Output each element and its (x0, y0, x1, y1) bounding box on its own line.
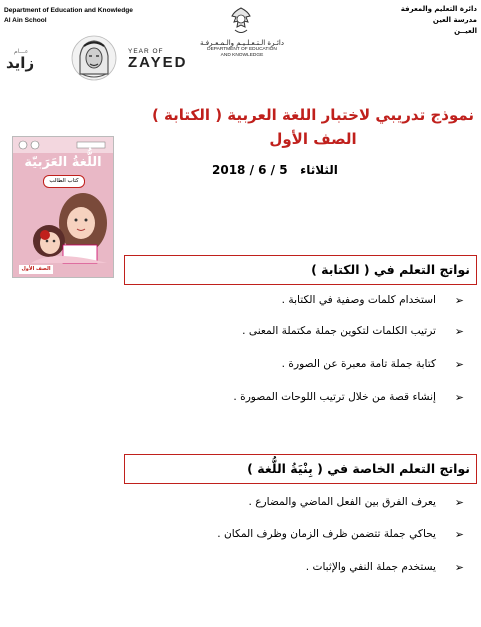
zayed-text: ZAYED (128, 54, 188, 71)
section1-list-item-1 (140, 294, 464, 314)
year-of-text: YEAR OF (128, 48, 164, 55)
header-left-line1: Department of Education and Knowledge (4, 7, 133, 14)
section2-list-item-3 (140, 561, 464, 581)
section2-item-text: يحاكي جملة تتضمن ظرف الزمان وظرف المكان . (217, 528, 436, 540)
page-subtitle: الصف الأول (269, 130, 357, 148)
section1-list-item-4 (140, 391, 464, 411)
section2-item-text: يعرف الفرق بين الفعل الماضي والمضارع . (248, 496, 436, 508)
page-title: نموذج تدريبي لاختبار اللغة العربية ( الكتابة ) (151, 106, 475, 124)
section1-header-box (124, 255, 477, 285)
year-of-zayed-logo (128, 48, 187, 71)
checkmark-arrow-icon: ➢ (454, 528, 464, 541)
book-cover-logos-icon (17, 140, 109, 150)
dek-logo-text (200, 39, 284, 59)
header-left-line2: Al Ain School (4, 17, 47, 24)
zayed-logo-small-text: عـــام (14, 48, 29, 55)
exam-date-value: 2018 / 6 / 5 (212, 163, 288, 177)
checkmark-arrow-icon: ➢ (454, 496, 464, 509)
section1-list-item-3 (140, 358, 464, 378)
zayed-arabic-logo (6, 48, 50, 74)
dek-logo-english-1: DEPARTMENT OF EDUCATION (207, 47, 277, 52)
exam-date (212, 163, 338, 177)
zayed-logo-text: زايد (6, 54, 35, 72)
exam-day: الثلاثاء (300, 163, 338, 177)
children-illustration-icon (23, 189, 109, 265)
section2-heading: نواتج التعلم الخاصة في ( بِنْيَةُ اللُّغة ) (247, 461, 470, 476)
book-cover-image (12, 136, 114, 278)
section1-item-text: كتابة جملة تامة معبرة عن الصورة . (281, 358, 436, 370)
section1-item-text: إنشاء قصة من خلال ترتيب اللوحات المصورة . (233, 391, 436, 403)
section1-item-text: ترتيب الكلمات لتكوين جملة مكتملة المعنى . (242, 325, 436, 337)
checkmark-arrow-icon: ➢ (454, 294, 464, 307)
section1-list-item-2 (140, 325, 464, 345)
header-right-line3: العيــن (454, 27, 477, 35)
checkmark-arrow-icon: ➢ (454, 325, 464, 338)
checkmark-arrow-icon: ➢ (454, 561, 464, 574)
book-cover-title: اللُّغةُ العَرَبيّة (24, 155, 102, 170)
uae-emblem-icon (228, 6, 254, 36)
section2-item-text: يستخدم جملة النفي والإثبات . (305, 561, 436, 573)
book-cover-subtitle: كتاب الطالب (43, 175, 85, 188)
portrait-icon (70, 34, 118, 82)
dek-logo-arabic: دائـرة الـتـعـلـيـم والـمـعـرفـة (200, 39, 284, 47)
section2-list-item-2 (140, 528, 464, 548)
header-right-line1: دائرة التعليم والمعرفة (400, 5, 477, 13)
section1-item-text: استخدام كلمات وصفية في الكتابة . (281, 294, 436, 306)
checkmark-arrow-icon: ➢ (454, 358, 464, 371)
section2-header-box (124, 454, 477, 484)
checkmark-arrow-icon: ➢ (454, 391, 464, 404)
section1-heading: نواتج التعلم في ( الكتابة ) (311, 262, 470, 277)
section2-list-item-1 (140, 496, 464, 516)
book-cover-grade: الصف الأول (19, 265, 53, 274)
dek-logo-english-2: AND KNOWLEDGE (220, 53, 264, 58)
header-right-line2: مدرسة العين (432, 16, 477, 24)
